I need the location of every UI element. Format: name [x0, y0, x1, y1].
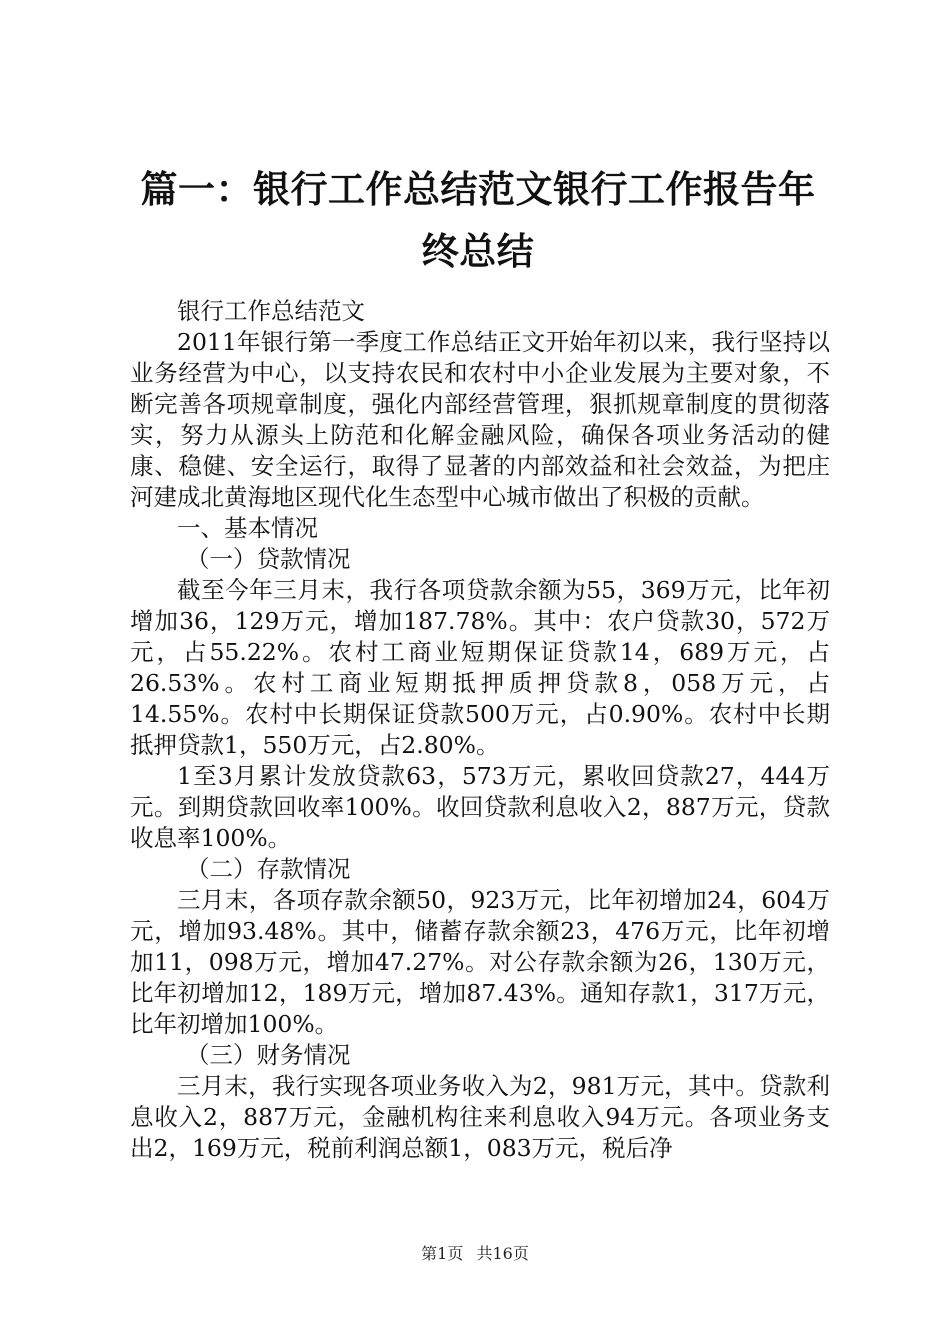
paragraph-finance: 三月末，我行实现各项业务收入为2，981万元，其中。贷款利息收入2，887万元，金融机构往来利息收入94万元。各项业务支出2，169万元，税前利润总额1，083万元，税后净 — [130, 1072, 830, 1162]
page-total: 共16页 — [476, 1244, 529, 1263]
page-number: 第1页 — [421, 1244, 464, 1263]
paragraph-subtitle: 银行工作总结范文 — [177, 297, 365, 325]
paragraph-deposits: 三月末，各项存款余额50，923万元，比年初增加24，604万元，增加93.48%。其中，储蓄存款余额23，476万元，比年初增加11，098万元，增加47.27%。对公存款余额为26，130万元，比年初增加12，189万元，增加87.43%。通知存款1，317万元，比年初增加100%。 — [130, 886, 830, 1038]
subsection-heading-deposits: （二）存款情况 — [186, 855, 351, 883]
page-footer — [0, 1244, 950, 1264]
paragraph-intro: 2011年银行第一季度工作总结正文开始年初以来，我行坚持以业务经营为中心，以支持农民和农村中小企业发展为主要对象，不断完善各项规章制度，强化内部经营管理，狠抓规章制度的贯彻落实，努力从源头上防范和化解金融风险，确保各项业务活动的健康、稳健、安全运行，取得了显著的内部效益和社会效益，为把庄河建成北黄海地区现代化生态型中心城市做出了积极的贡献。 — [130, 328, 830, 511]
subsection-heading-loans: （一）贷款情况 — [186, 545, 351, 573]
paragraph-loan-issuance: 1至3月累计发放贷款63，573万元，累收回贷款27，444万元。到期贷款回收率100%。收回贷款利息收入2，887万元，贷款收息率100%。 — [130, 762, 830, 852]
subsection-heading-finance: （三）财务情况 — [186, 1041, 351, 1069]
paragraph-loans: 截至今年三月末，我行各项贷款余额为55，369万元，比年初增加36，129万元，增加187.78%。其中：农户贷款30，572万元，占55.22%。农村工商业短期保证贷款14，689万元，占26.53%。农村工商业短期抵押质押贷款8，058万元，占14.55%。农村中长期保证贷款500万元，占0.90%。农村中长期抵押贷款1，550万元，占2.80%。 — [130, 576, 830, 759]
document-body — [130, 296, 830, 1164]
section-heading-basic: 一、基本情况 — [177, 514, 318, 542]
document-title: 篇一：银行工作总结范文银行工作报告年终总结 — [140, 167, 816, 273]
